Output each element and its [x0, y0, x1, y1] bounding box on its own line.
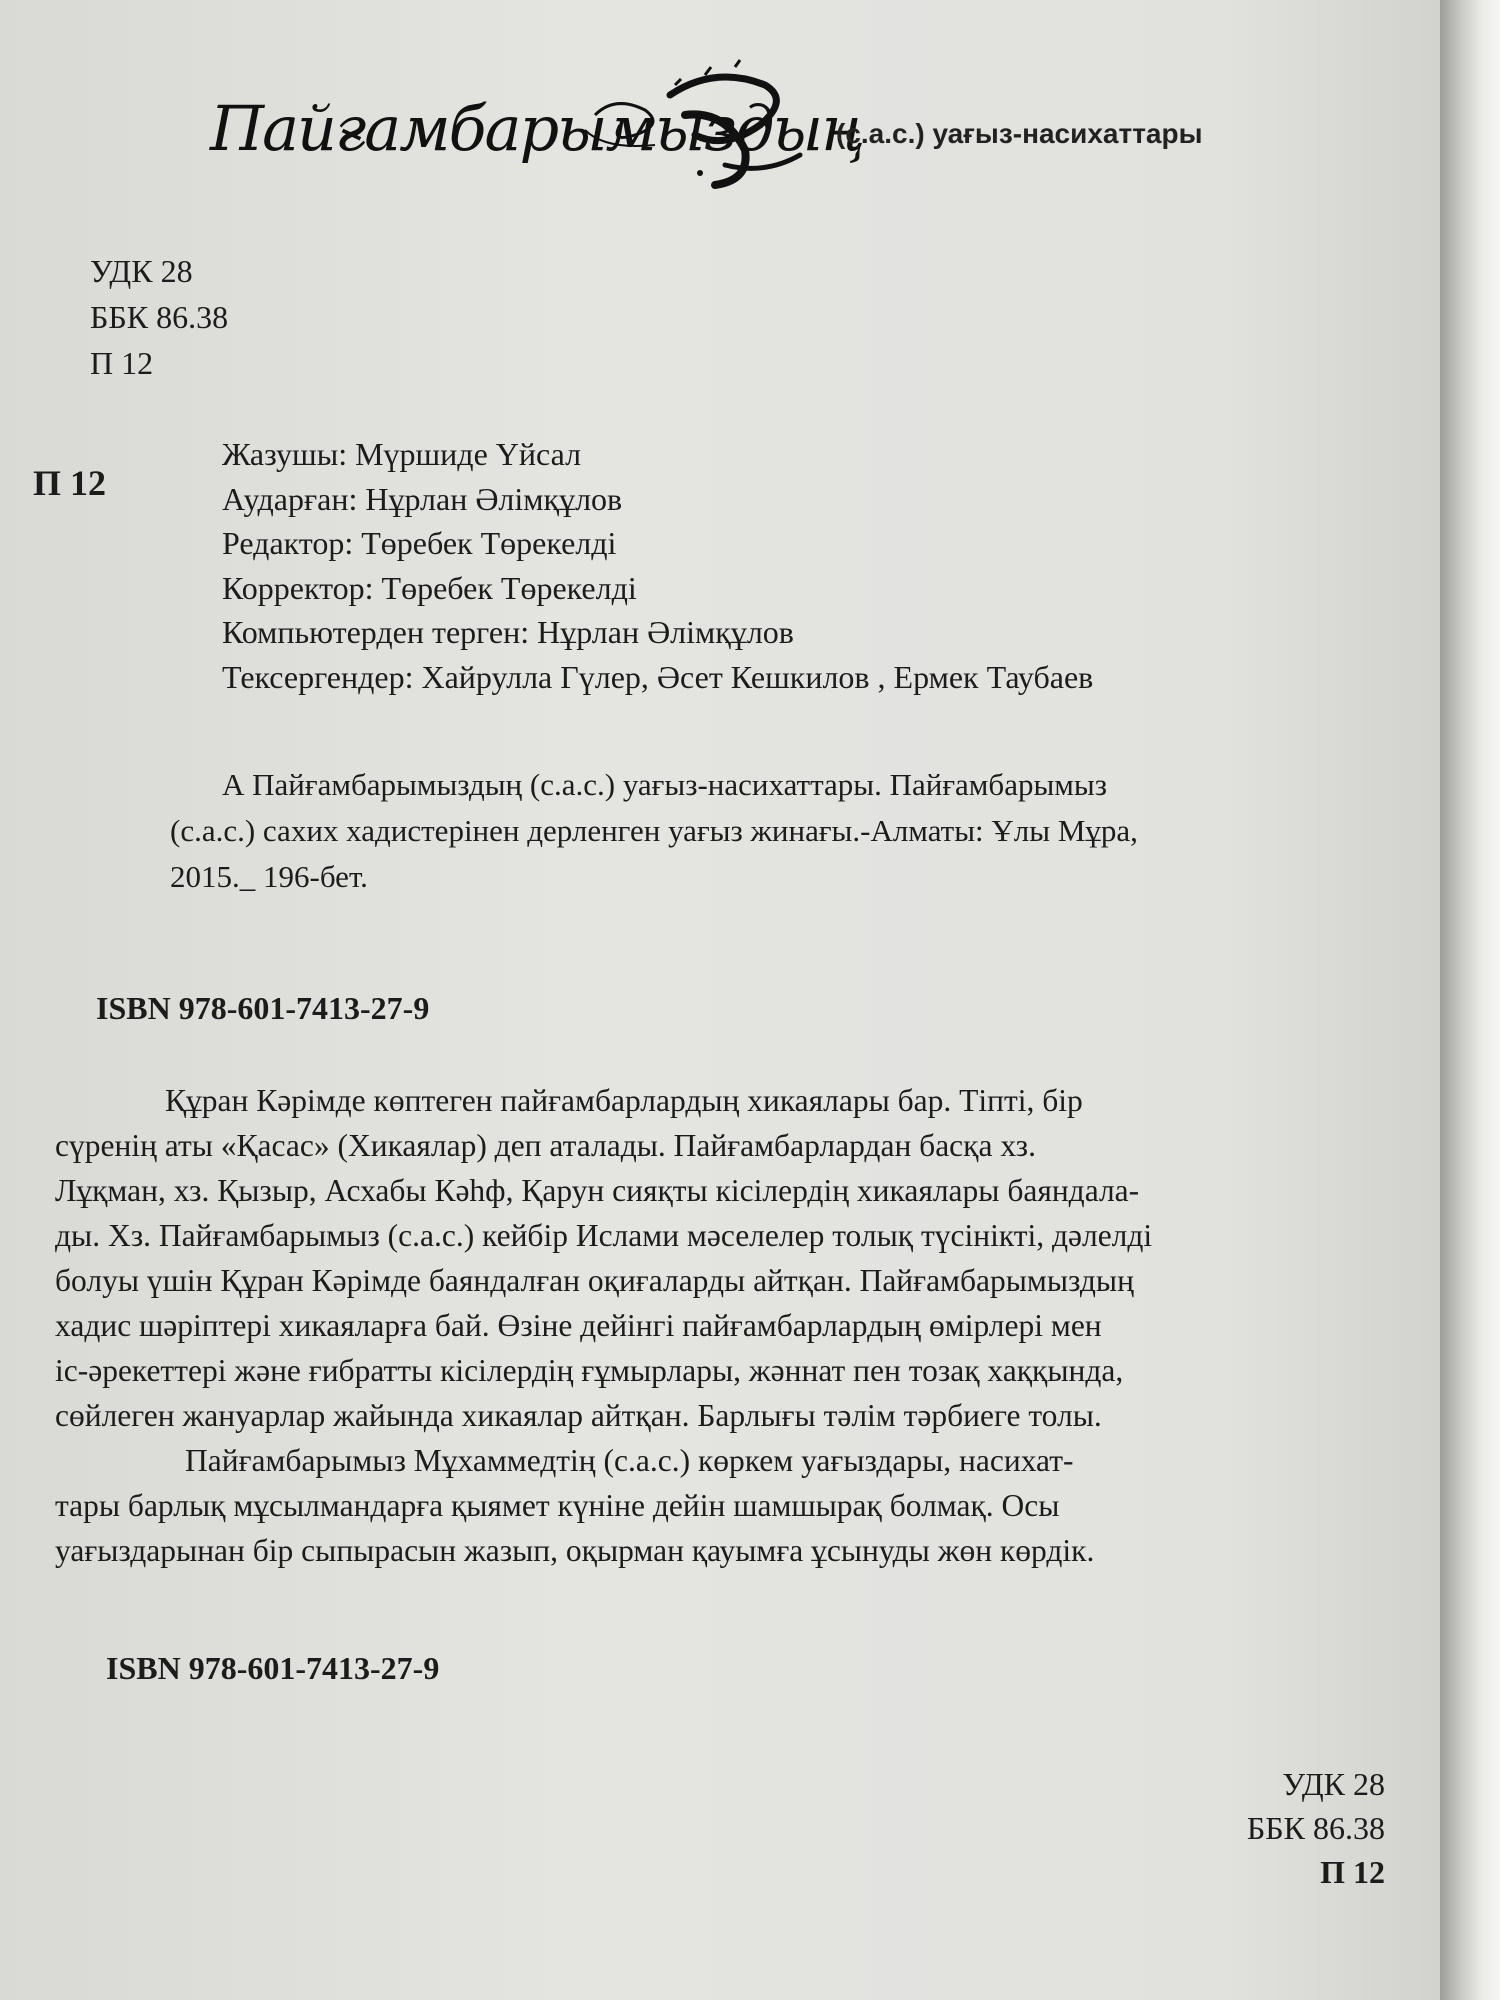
body-line: сөйлеген жануарлар жайында хикаялар айтқан. Барлығы тәлім тәрбиеге толы.: [55, 1398, 1102, 1433]
body-line: Құран Кәрімде көптеген пайғамбарлардың хикаялары бар. Тіпті, бір: [165, 1083, 1083, 1118]
annotation-text: [55, 1078, 1385, 1573]
body-line: іс-әрекеттері және ғибратты кісілердің ғұмырлары, жәннат пен тозақ хаққында,: [55, 1353, 1124, 1388]
body-line: Пайғамбарымыз Мұхаммедтің (с.а.с.) көркем уағыздары, насихат-: [185, 1443, 1074, 1478]
page-gutter: [1440, 0, 1500, 2000]
credits-block: [222, 432, 1093, 699]
bbk-code-top: ББК 86.38: [90, 299, 229, 335]
credit-reviewers: Тексергендер: Хайрулла Гүлер, Әсет Кешкилов , Ермек Таубаев: [222, 658, 1094, 695]
credit-author: Жазушы: Мүршиде Үйсал: [222, 436, 582, 472]
description-line: (с.а.с.) сахих хадистерінен дерленген уағыз жинағы.-Алматы: Ұлы Мұра,: [170, 813, 1138, 848]
author-mark-side: П 12: [33, 463, 107, 503]
body-line: сүренің аты «Қасас» (Хикаялар) деп аталады. Пайғамбарлардан басқа хз.: [55, 1128, 1036, 1163]
body-line: хадис шәріптері хикаяларға бай. Өзіне дейінгі пайғамбарлардың өмірлері мен: [55, 1308, 1102, 1343]
description-line: А Пайғамбарымыздың (с.а.с.) уағыз-насихаттары. Пайғамбарымыз: [222, 767, 1107, 802]
bibliographic-description: [170, 762, 1275, 900]
credit-corrector: Корректор: Төребек Төрекелді: [222, 569, 637, 606]
isbn-top: ISBN 978-601-7413-27-9: [96, 990, 430, 1026]
body-line: уағыздарынан бір сыпырасын жазып, оқырман қауымға ұсынуды жөн көрдік.: [55, 1533, 1095, 1568]
isbn-bottom: ISBN 978-601-7413-27-9: [106, 1650, 440, 1686]
description-line: 2015._ 196-бет.: [170, 859, 368, 894]
bbk-code-bottom: ББК 86.38: [1246, 1810, 1385, 1846]
header-subtitle: (с.а.с.) уағыз-насихаттары: [836, 118, 1203, 149]
author-mark-top: П 12: [90, 345, 154, 381]
credit-editor: Редактор: Төребек Төрекелді: [222, 525, 617, 561]
body-line: болуы үшін Құран Кәрімде баяндалған оқиғаларды айтқан. Пайғамбарымыздың: [55, 1263, 1134, 1298]
header-title-script: Пайғамбарымыздың: [210, 92, 864, 165]
body-line: тары барлық мұсылмандарға қыямет күніне дейін шамшырақ болмақ. Осы: [55, 1488, 1060, 1523]
body-line: ды. Хз. Пайғамбарымыз (с.а.с.) кейбір Ислами мәселелер толық түсінікті, дәлелді: [55, 1218, 1153, 1253]
muhammad-calligraphy-icon: [575, 55, 805, 205]
body-line: Лұқман, хз. Қызыр, Асхабы Кәһф, Қарун сияқты кісілердің хикаялары баяндала-: [55, 1173, 1140, 1208]
udk-code-bottom: УДК 28: [1282, 1766, 1385, 1802]
author-mark-bottom: П 12: [1320, 1854, 1385, 1890]
classification-bottom: [1247, 1762, 1385, 1894]
udk-code-top: УДК 28: [90, 253, 193, 289]
credit-typesetter: Компьютерден терген: Нұрлан Әлімқұлов: [222, 614, 794, 650]
credit-translator: Аударған: Нұрлан Әлімқұлов: [222, 480, 623, 517]
